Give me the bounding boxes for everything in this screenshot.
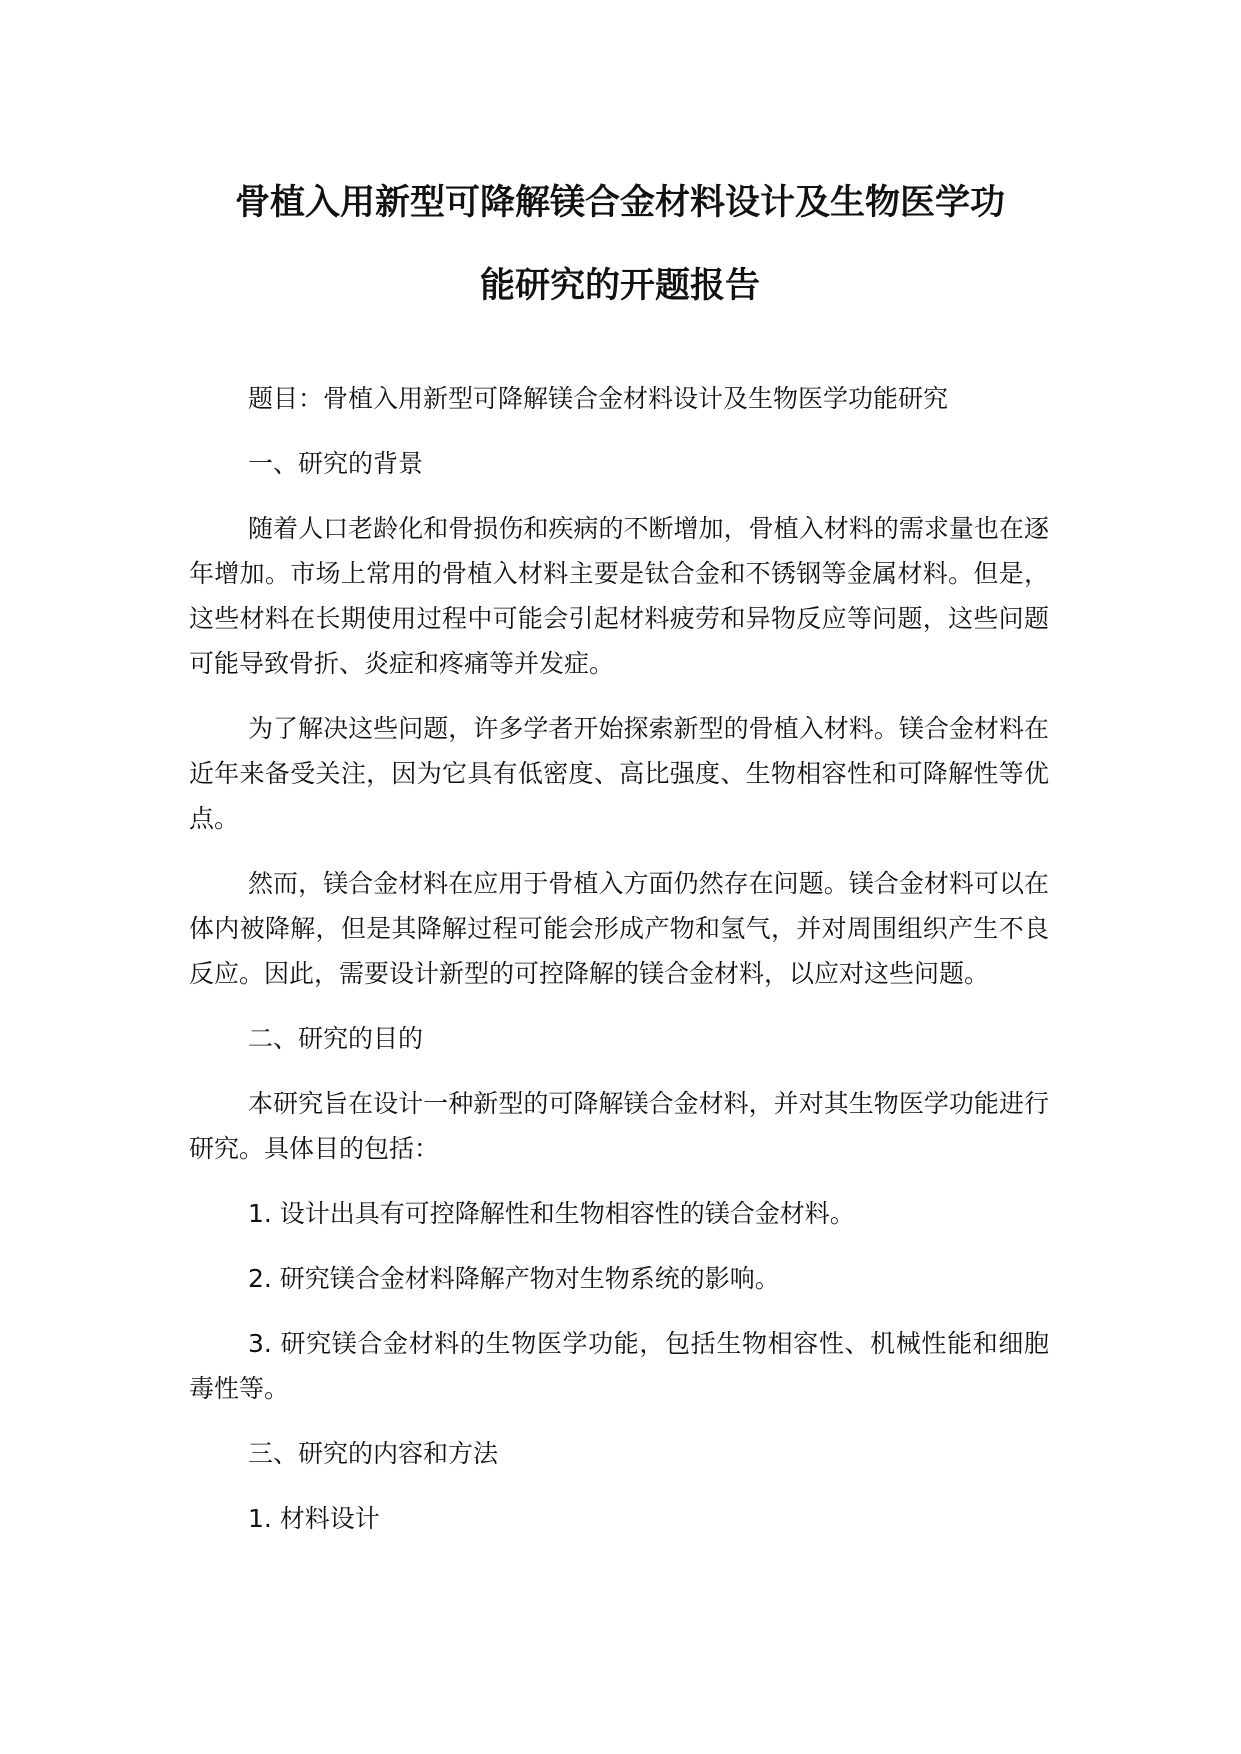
- document-body: [189, 376, 1049, 1561]
- paragraph-background-1: 随着人口老龄化和骨损伤和疾病的不断增加，骨植入材料的需求量也在逐年增加。市场上常用的骨植入材料主要是钛合金和不锈钢等金属材料。但是，这些材料在长期使用过程中可能会引起材料疲劳和异物反应等问题，这些问题可能导致骨折、炎症和疼痛等并发症。: [189, 514, 1049, 678]
- section-heading-content-methods: 三、研究的内容和方法: [248, 1439, 499, 1468]
- paragraph-purpose-intro: 本研究旨在设计一种新型的可降解镁合金材料，并对其生物医学功能进行研究。具体目的包括：: [189, 1089, 1049, 1163]
- section-heading-background: 一、研究的背景: [248, 449, 424, 478]
- purpose-item-1: 1. 设计出具有可控降解性和生物相容性的镁合金材料。: [248, 1199, 855, 1228]
- section-heading-purpose: 二、研究的目的: [248, 1024, 424, 1053]
- document-title-line-1: 骨植入用新型可降解镁合金材料设计及生物医学功: [234, 183, 1005, 223]
- purpose-item-2: 2. 研究镁合金材料降解产物对生物系统的影响。: [248, 1264, 780, 1293]
- content-item-1: 1. 材料设计: [248, 1504, 380, 1533]
- purpose-item-3: 3. 研究镁合金材料的生物医学功能，包括生物相容性、机械性能和细胞毒性等。: [189, 1329, 1049, 1403]
- document-title-line-2: 能研究的开题报告: [479, 266, 760, 306]
- paragraph-background-3: 然而，镁合金材料在应用于骨植入方面仍然存在问题。镁合金材料可以在体内被降解，但是其降解过程可能会形成产物和氢气，并对周围组织产生不良反应。因此，需要设计新型的可控降解的镁合金材料，以应对这些问题。: [189, 869, 1049, 988]
- topic-line: 题目：骨植入用新型可降解镁合金材料设计及生物医学功能研究: [248, 384, 949, 413]
- paragraph-background-2: 为了解决这些问题，许多学者开始探索新型的骨植入材料。镁合金材料在近年来备受关注，因为它具有低密度、高比强度、生物相容性和可降解性等优点。: [189, 714, 1049, 833]
